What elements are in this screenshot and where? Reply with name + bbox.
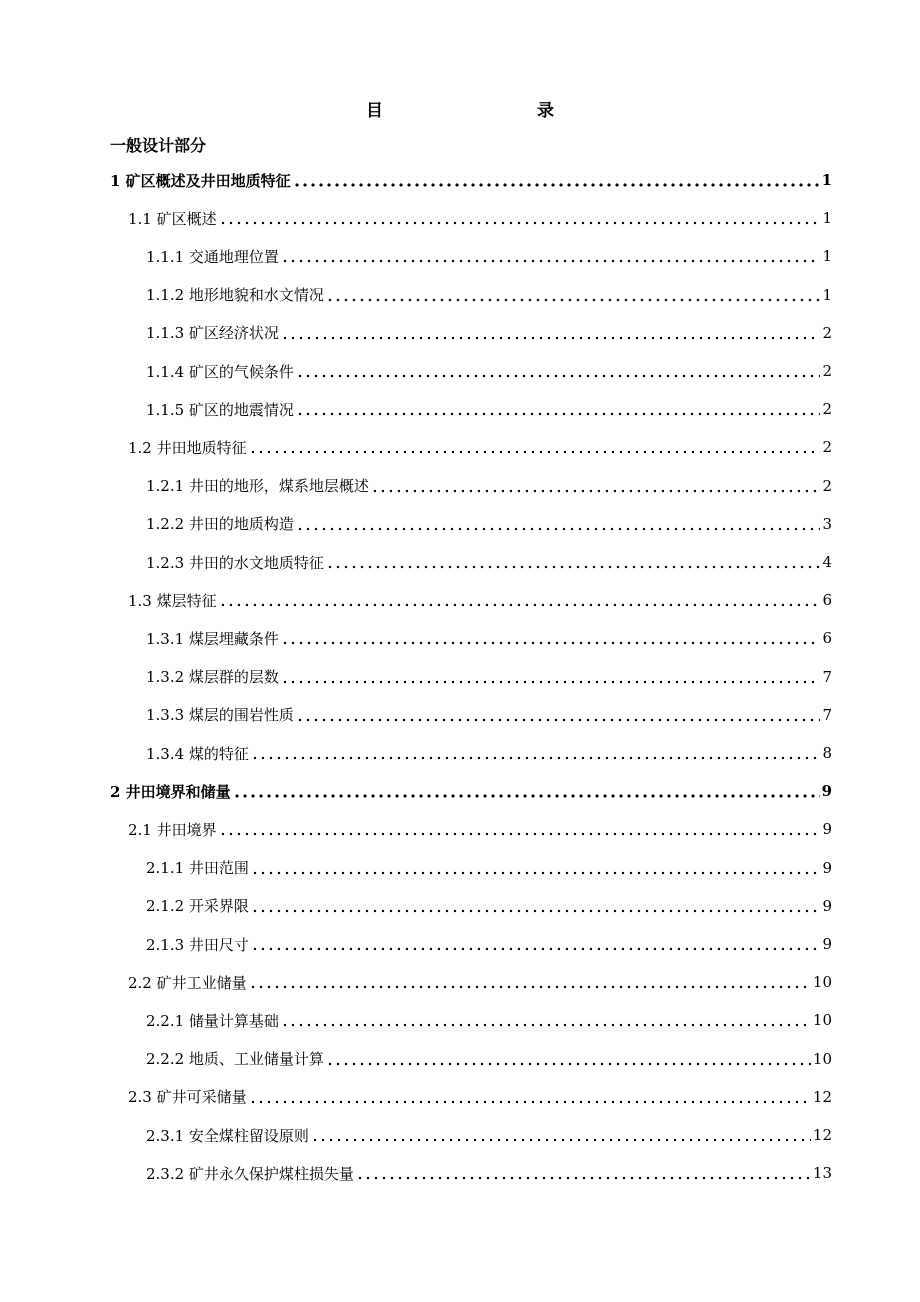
toc-dot-leader — [281, 1023, 811, 1027]
toc-entry-page-number: 9 — [822, 935, 832, 953]
toc-dot-leader — [326, 298, 821, 302]
toc-entry-page-number: 9 — [822, 820, 832, 839]
toc-entry[interactable] — [146, 506, 832, 542]
toc-dot-leader — [249, 985, 811, 989]
toc-entry-label: 1.1.4 矿区的气候条件 — [146, 362, 294, 381]
toc-entry[interactable] — [146, 1002, 832, 1038]
toc-entry[interactable] — [146, 468, 832, 504]
toc-entry-page-number: 13 — [812, 1164, 832, 1183]
toc-entry[interactable] — [146, 659, 832, 695]
toc-dot-leader — [251, 947, 821, 951]
toc-entry[interactable] — [146, 697, 832, 733]
toc-entry-label: 2.1.2 开采界限 — [146, 897, 249, 916]
toc-entry-page-number: 7 — [822, 705, 832, 724]
toc-dot-leader — [251, 756, 821, 760]
toc-entry-page-number: 6 — [822, 629, 832, 648]
toc-entry-page-number: 2 — [822, 362, 832, 380]
toc-entry-page-number: 2 — [822, 476, 832, 495]
toc-dot-leader — [281, 641, 821, 645]
toc-entry[interactable] — [146, 1117, 832, 1153]
toc-entry[interactable] — [110, 773, 832, 809]
toc-entry-label: 1.2.2 井田的地质构造 — [146, 515, 294, 534]
toc-entry-label: 1.1.2 地形地貌和水文情况 — [146, 286, 324, 305]
toc-entry-label: 1.2.1 井田的地形，煤系地层概述 — [146, 477, 369, 496]
toc-entry[interactable] — [146, 850, 832, 886]
toc-dot-leader — [296, 412, 821, 416]
toc-entry[interactable] — [146, 238, 832, 274]
toc-dot-leader — [356, 1176, 811, 1180]
toc-entry-label: 2.2.1 储量计算基础 — [146, 1011, 279, 1030]
toc-dot-leader — [219, 221, 821, 225]
toc-entry[interactable] — [146, 544, 832, 580]
toc-dot-leader — [293, 183, 820, 187]
toc-entry-label: 2.2 矿井工业储量 — [128, 973, 247, 992]
toc-entry-label: 1.1.1 交通地理位置 — [146, 247, 279, 266]
toc-entry-page-number: 10 — [812, 973, 832, 992]
toc-dot-leader — [281, 259, 821, 263]
toc-dot-leader — [371, 489, 821, 493]
toc-dot-leader — [326, 1062, 811, 1066]
toc-entry-label: 1.3.4 煤的特征 — [146, 744, 249, 763]
toc-entry-label: 1.3 煤层特征 — [128, 591, 217, 610]
toc-dot-leader — [281, 336, 821, 340]
toc-entry-label: 2.3.1 安全煤柱留设原则 — [146, 1126, 309, 1145]
toc-entry-label: 2 井田境界和储量 — [110, 782, 231, 801]
toc-dot-leader — [251, 909, 821, 913]
toc-entry[interactable] — [128, 1079, 832, 1115]
toc-entry-label: 2.2.2 地质、工业储量计算 — [146, 1050, 324, 1069]
toc-entry[interactable] — [128, 964, 832, 1000]
toc-dot-leader — [249, 1100, 811, 1104]
toc-entry-label: 2.3.2 矿井永久保护煤柱损失量 — [146, 1164, 354, 1183]
toc-entry-label: 2.1.1 井田范围 — [146, 859, 249, 878]
toc-entry[interactable] — [146, 926, 832, 962]
toc-entry-label: 2.1 井田境界 — [128, 820, 217, 839]
toc-entry[interactable] — [128, 429, 832, 465]
toc-entry-label: 1.3.1 煤层埋藏条件 — [146, 629, 279, 648]
toc-entry-label: 1.2 井田地质特征 — [128, 438, 247, 457]
toc-dot-leader — [296, 374, 821, 378]
toc-entry[interactable] — [128, 811, 832, 847]
toc-dot-leader — [249, 450, 821, 454]
toc-entry[interactable] — [110, 162, 832, 198]
toc-entry-page-number: 9 — [822, 896, 832, 915]
toc-entry-page-number: 1 — [821, 171, 832, 189]
toc-entry[interactable] — [146, 1041, 832, 1077]
toc-entry-page-number: 6 — [822, 591, 832, 610]
toc-entry-page-number: 1 — [822, 247, 832, 266]
toc-entry-label: 2.3 矿井可采储量 — [128, 1088, 247, 1107]
toc-entry[interactable] — [146, 315, 832, 351]
toc-entry-label: 1.3.3 煤层的围岩性质 — [146, 706, 294, 725]
page-title: 目 录 — [366, 101, 594, 121]
toc-entry-page-number: 1 — [822, 285, 832, 304]
toc-entry[interactable] — [146, 888, 832, 924]
toc-entry-page-number: 1 — [822, 209, 832, 228]
toc-entry[interactable] — [146, 353, 832, 389]
toc-entry-page-number: 9 — [821, 782, 832, 801]
toc-entry-page-number: 2 — [822, 438, 832, 457]
toc-entry[interactable] — [146, 1155, 832, 1191]
toc-entry[interactable] — [146, 735, 832, 771]
toc-entry-page-number: 8 — [822, 744, 832, 762]
section-heading: 一般设计部分 — [110, 136, 207, 155]
toc-entry-label: 1.1 矿区概述 — [128, 209, 217, 228]
toc-dot-leader — [219, 832, 821, 836]
toc-entry[interactable] — [128, 200, 832, 236]
toc-entry-page-number: 10 — [812, 1049, 832, 1068]
toc-entry-page-number: 3 — [822, 514, 832, 533]
toc-entry-label: 1 矿区概述及井田地质特征 — [110, 171, 291, 190]
toc-entry-page-number: 2 — [822, 323, 832, 342]
toc-entry-label: 1.1.5 矿区的地震情况 — [146, 400, 294, 419]
toc-dot-leader — [233, 794, 820, 798]
toc-dot-leader — [296, 718, 821, 722]
toc-entry-label: 2.1.3 井田尺寸 — [146, 935, 249, 954]
toc-entry-page-number: 4 — [822, 553, 832, 571]
toc-entry[interactable] — [146, 277, 832, 313]
toc-entry-page-number: 2 — [822, 400, 832, 419]
toc-dot-leader — [296, 527, 821, 531]
toc-entry-label: 1.2.3 井田的水文地质特征 — [146, 553, 324, 572]
toc-entry-page-number: 12 — [812, 1126, 832, 1144]
toc-dot-leader — [326, 565, 821, 569]
toc-entry-label: 1.3.2 煤层群的层数 — [146, 668, 279, 687]
toc-dot-leader — [251, 871, 821, 875]
toc-dot-leader — [281, 680, 821, 684]
toc-entry-page-number: 12 — [812, 1087, 832, 1106]
toc-entry-page-number: 10 — [812, 1011, 832, 1030]
toc-entry[interactable] — [146, 620, 832, 656]
toc-entry-label: 1.1.3 矿区经济状况 — [146, 324, 279, 343]
toc-entry-page-number: 7 — [822, 667, 832, 686]
toc-entry-page-number: 9 — [822, 858, 832, 877]
toc-dot-leader — [219, 603, 821, 607]
toc-entry[interactable] — [128, 582, 832, 618]
toc-dot-leader — [311, 1138, 811, 1142]
toc-entry[interactable] — [146, 391, 832, 427]
